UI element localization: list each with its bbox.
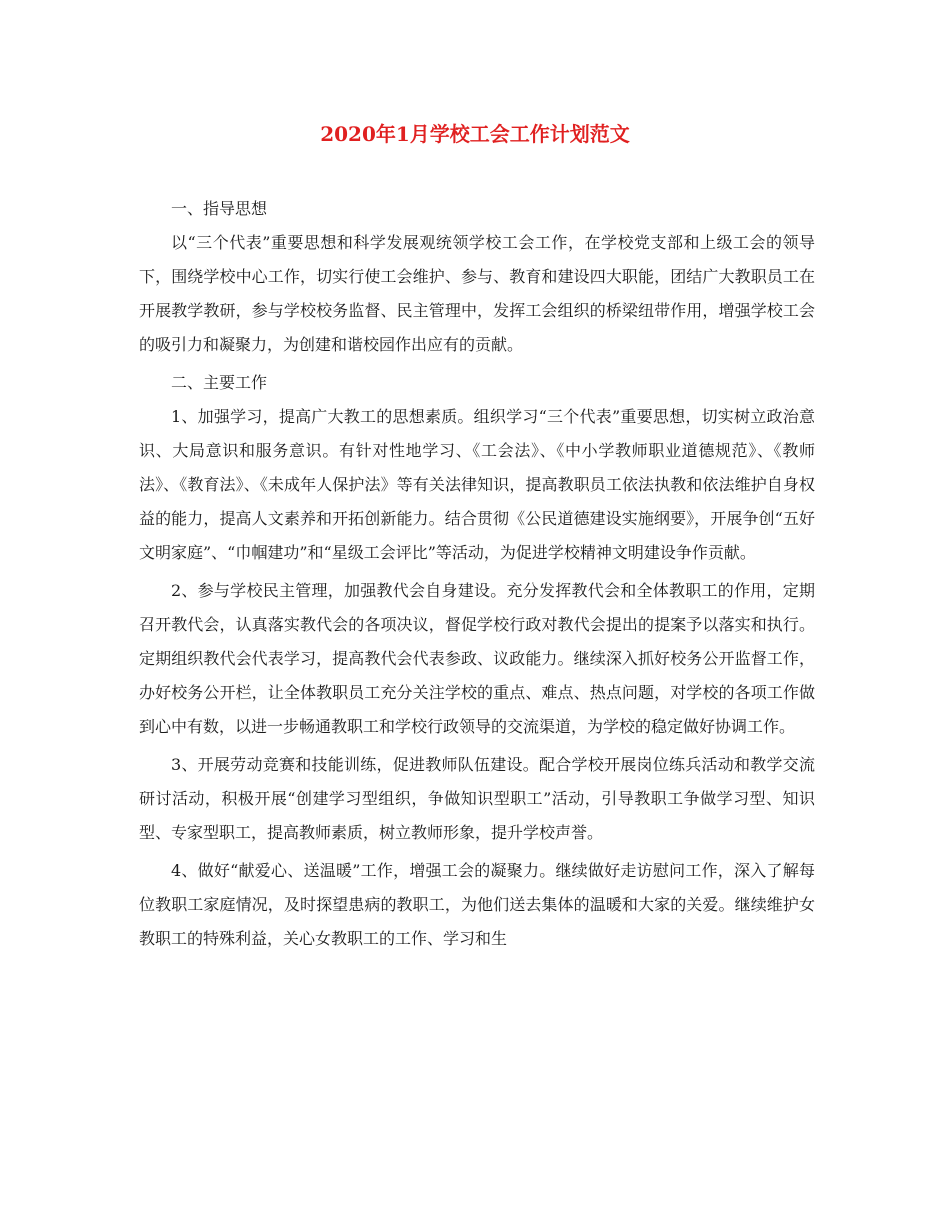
section-heading-main-work: 二、主要工作 — [171, 373, 268, 392]
document-body — [139, 192, 815, 960]
paragraph-work-item-2: 2、参与学校民主管理，加强教代会自身建设。充分发挥教代会和全体教职工的作用，定期召开教代会，认真落实教代会的各项决议，督促学校行政对教代会提出的提案予以落实和执行。定期组织教代会代表学习，提高教代会代表参政、议政能力。继续深入抓好校务公开监督工作，办好校务公开栏，让全体教职员工充分关注学校的重点、难点、热点问题，对学校的各项工作做到心中有数，以进一步畅通教职工和学校行政领导的交流渠道，为学校的稳定做好协调工作。 — [139, 581, 815, 736]
document-title: 2020年1月学校工会工作计划范文 — [320, 122, 630, 146]
paragraph-guiding-ideology: 以“三个代表”重要思想和科学发展观统领学校工会工作，在学校党支部和上级工会的领导下，围绕学校中心工作，切实行使工会维护、参与、教育和建设四大职能，团结广大教职员工在开展教学教研，参与学校校务监督、民主管理中，发挥工会组织的桥梁纽带作用，增强学校工会的吸引力和凝聚力，为创建和谐校园作出应有的贡献。 — [139, 233, 815, 354]
paragraph-work-item-4: 4、做好“献爱心、送温暖”工作，增强工会的凝聚力。继续做好走访慰问工作，深入了解每位教职工家庭情况，及时探望患病的教职工，为他们送去集体的温暖和大家的关爱。继续维护女教职工的特殊利益，关心女教职工的工作、学习和生 — [139, 861, 815, 948]
paragraph-work-item-3: 3、开展劳动竞赛和技能训练，促进教师队伍建设。配合学校开展岗位练兵活动和教学交流研讨活动，积极开展“创建学习型组织，争做知识型职工”活动，引导教职工争做学习型、知识型、专家型职工，提高教师素质，树立教师形象，提升学校声誉。 — [139, 755, 815, 842]
section-heading-guiding-ideology: 一、指导思想 — [171, 199, 268, 218]
paragraph-work-item-1: 1、加强学习，提高广大教工的思想素质。组织学习“三个代表”重要思想，切实树立政治意识、大局意识和服务意识。有针对性地学习、《工会法》、《中小学教师职业道德规范》、《教师法》、《教育法》、《未成年人保护法》等有关法律知识，提高教职员工依法执教和依法维护自身权益的能力，提高人文素养和开拓创新能力。结合贯彻《公民道德建设实施纲要》，开展争创“五好文明家庭”、“巾帼建功”和“星级工会评比”等活动，为促进学校精神文明建设争作贡献。 — [139, 407, 815, 562]
